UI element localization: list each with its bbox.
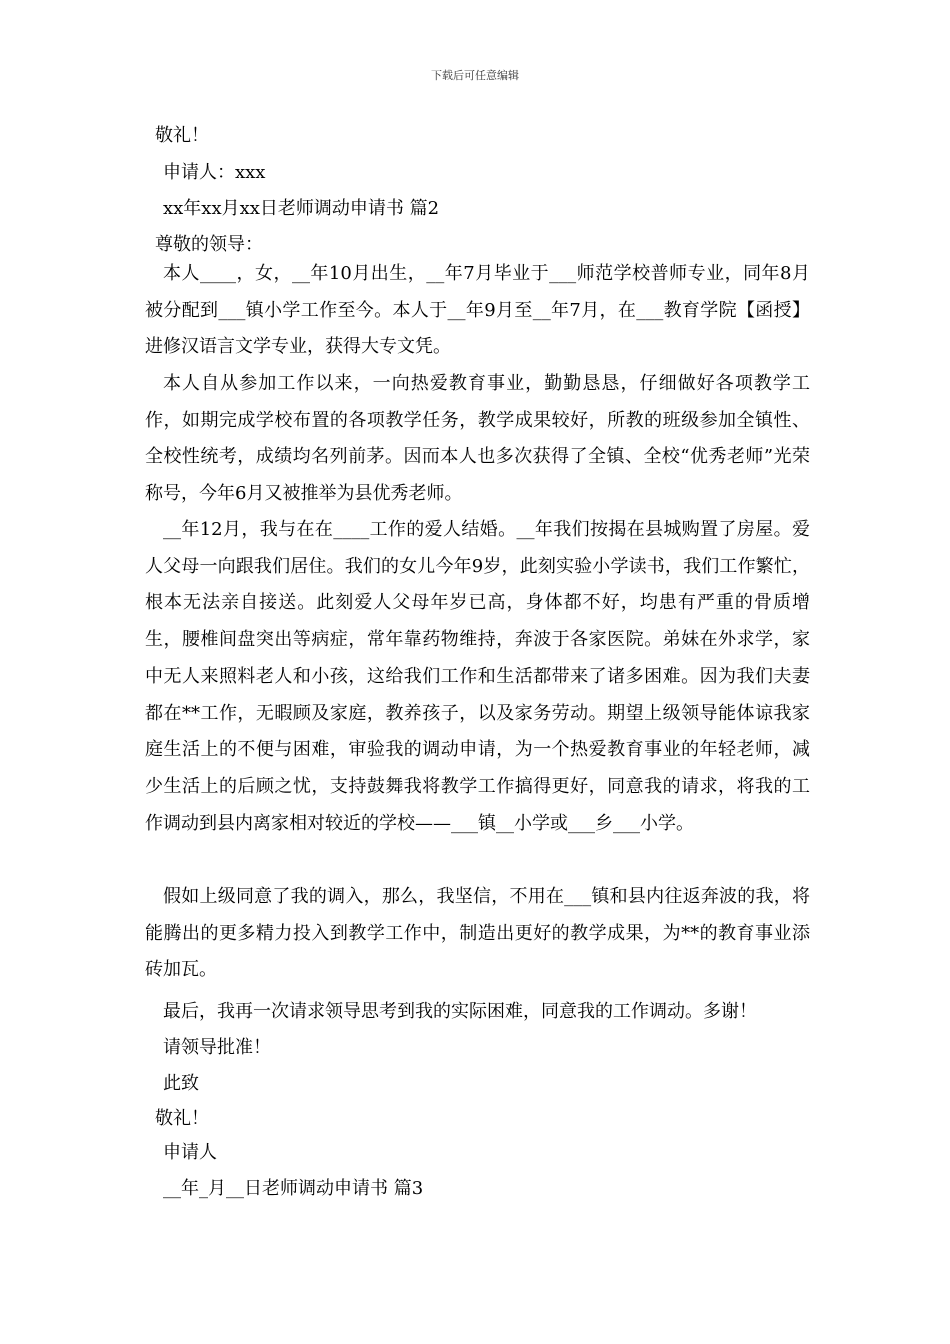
paragraph-family: __年12月，我与在在____工作的爱人结婚。__年我们按揭在县城购置了房屋。爱人父母一向跟我们居住。我们的女儿今年9岁，此刻实验小学读书，我们工作繁忙，根本无法亲自接送。此刻爱人父母年岁已高，身体都不好，均患有严重的骨质增生，腰椎间盘突出等病症，常年靠药物维持，奔波于各家医院。弟妹在外求学，家中无人来照料老人和小孩，这给我们工作和生活都带来了诸多困难。因为我们夫妻都在**工作，无暇顾及家庭，教养孩子，以及家务劳动。期望上级领导能体谅我家庭生活上的不便与困难，审验我的调动申请，为一个热爱教育事业的年轻老师，减少生活上的后顾之忧，支持鼓舞我将教学工作搞得更好，同意我的请求，将我的工作调动到县内离家相对较近的学校——___镇__小学或___乡___小学。 [145,519,810,834]
salutation: 尊敬的领导： [155,234,263,255]
section-title-2: xx年xx月xx日老师调动申请书 篇2 [163,198,440,219]
paragraph-commitment: 假如上级同意了我的调入，那么，我坚信，不用在___镇和县内往返奔波的我，将能腾出的更多精力投入到教学工作中，制造出更好的教学成果，为**的教育事业添砖加瓦。 [145,886,810,981]
section-title-3: __年_月__日老师调动申请书 篇3 [163,1178,424,1199]
paragraph-work: 本人自从参加工作以来，一向热爱教育事业，勤勤恳恳，仔细做好各项教学工作，如期完成学校布置的各项教学任务，教学成果较好，所教的班级参加全镇性、全校性统考，成绩均名列前茅。因而本人也多次获得了全镇、全校“优秀老师”光荣称号，今年6月又被推举为县优秀老师。 [145,373,810,505]
applicant-line-2: 申请人 [163,1142,217,1163]
closing-request: 最后，我再一次请求领导思考到我的实际困难，同意我的工作调动。多谢！ [163,1001,757,1022]
approval-request: 请领导批准！ [163,1037,271,1058]
applicant-line-1: 申请人：xxx [163,162,266,183]
header-note: 下载后可任意编辑 [431,69,519,82]
cizhi: 此致 [163,1073,199,1094]
closing-salute-1: 敬礼！ [155,125,209,146]
closing-salute-2: 敬礼！ [155,1108,209,1129]
paragraph-intro: 本人____，女，__年10月出生，__年7月毕业于___师范学校普师专业，同年8月被分配到___镇小学工作至今。本人于__年9月至__年7月，在___教育学院【函授】进修汉语言文学专业，获得大专文凭。 [145,263,810,358]
